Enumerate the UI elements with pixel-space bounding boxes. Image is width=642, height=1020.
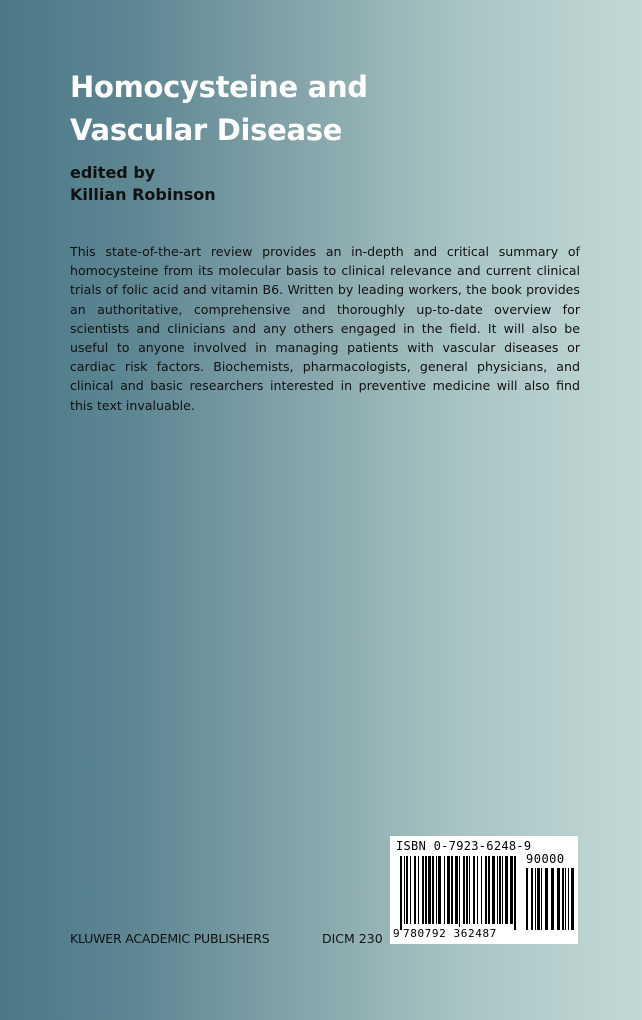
- barcode-bar: [455, 856, 458, 924]
- barcode-bar: [469, 856, 470, 924]
- barcode-bar: [438, 856, 441, 924]
- barcode-bar: [451, 856, 453, 924]
- barcode-bar: [531, 868, 533, 930]
- barcode-bar: [410, 856, 411, 924]
- barcode-bar: [473, 856, 475, 924]
- barcode-bar: [488, 856, 490, 924]
- book-title: [70, 66, 570, 152]
- barcode-bar: [551, 868, 554, 930]
- barcode-bar: [568, 868, 569, 930]
- editor-credit: [70, 162, 216, 206]
- barcode-bar: [414, 856, 416, 924]
- barcode-bar: [425, 856, 427, 924]
- barcode-bar: [510, 856, 513, 924]
- barcode-bar: [535, 868, 536, 930]
- book-title-line-2: Vascular Disease: [70, 113, 343, 147]
- barcode-bar: [400, 856, 402, 930]
- barcode-bar: [502, 856, 503, 924]
- barcode-bar: [565, 868, 566, 930]
- barcode-bar: [432, 856, 434, 924]
- barcode-bar: [422, 856, 424, 924]
- barcode-bar: [404, 856, 405, 924]
- barcode-bar: [541, 868, 542, 930]
- barcode-bar: [466, 856, 468, 924]
- isbn-barcode: [390, 836, 578, 944]
- barcode-bar: [499, 856, 501, 924]
- price-code: 90000: [526, 852, 565, 866]
- barcode-bar: [514, 856, 516, 930]
- barcode-bar: [463, 856, 465, 924]
- barcode-bar: [492, 856, 495, 924]
- edited-by-label: edited by: [70, 163, 156, 182]
- series-code: DICM 230: [322, 931, 383, 946]
- barcode-bar: [436, 856, 437, 924]
- barcode-bar: [444, 856, 445, 924]
- barcode-bar: [428, 856, 431, 924]
- barcode-bar: [526, 868, 528, 930]
- barcode-bar: [406, 856, 408, 924]
- barcode-bar: [485, 856, 487, 924]
- barcode-bar: [571, 868, 574, 930]
- barcode-bar: [537, 868, 540, 930]
- isbn-number: ISBN 0-7923-6248-9: [396, 839, 532, 853]
- book-title-line-1: Homocysteine and: [70, 70, 368, 104]
- barcode-bar: [481, 856, 482, 924]
- publisher-name: KLUWER ACADEMIC PUBLISHERS: [70, 931, 270, 946]
- ean-digits: 780792 362487: [403, 927, 497, 940]
- book-description: This state-of-the-art review provides an in-depth and critical summary of homocysteine from its molecular basis to clinical relevance and current clinical trials of folic acid and vitamin B6. Written by leading workers, the book provides an authoritative, comprehensive and thoroughly up-to-date overview for scientists and clinicians and any others engaged in the field. It will also be useful to anyone involved in managing patients with vascular diseases or cardiac risk factors. Biochemists, pharmacologists, general physicians, and clinical and basic researchers interested in preventive medicine will also find this text invaluable.: [70, 244, 580, 413]
- barcode-bar: [418, 856, 419, 924]
- ean-prefix-digit: 9: [393, 927, 400, 940]
- barcode-bar: [557, 868, 560, 930]
- barcode-bar: [505, 856, 508, 924]
- barcode-bar: [447, 856, 450, 924]
- barcode-bar: [459, 856, 460, 930]
- barcode-bar: [562, 868, 564, 930]
- barcode-bar: [497, 856, 498, 924]
- editor-name: Killian Robinson: [70, 185, 216, 204]
- barcode-bar: [477, 856, 478, 924]
- barcode-bar: [545, 868, 548, 930]
